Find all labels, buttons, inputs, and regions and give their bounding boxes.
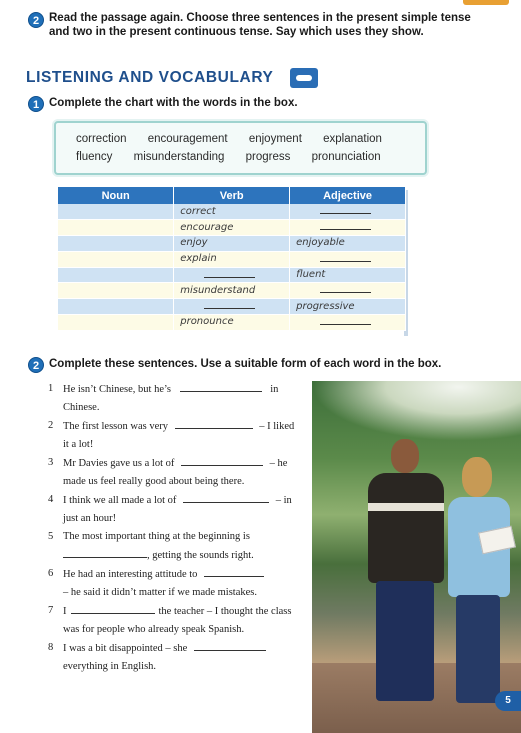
photo-man — [364, 439, 446, 709]
chart-blank-noun[interactable] — [58, 283, 174, 299]
sentence-item — [48, 565, 298, 602]
chart-blank-noun[interactable] — [58, 204, 174, 220]
chart-cell-verb: correct — [174, 204, 290, 220]
chart-row — [58, 315, 406, 331]
chart-blank-verb[interactable] — [174, 267, 290, 283]
chart-row — [58, 251, 406, 267]
sentence-item — [48, 417, 298, 454]
sentence-item — [48, 491, 298, 528]
sentence-list — [48, 380, 298, 676]
sentence-text: The most important thing at the beginning is — [63, 531, 250, 542]
chart-blank-adjective[interactable] — [290, 315, 406, 331]
exercise-instruction: Complete these sentences. Use a suitable form of each word in the box. — [49, 358, 442, 370]
sentence-text: the teacher – I thought the class — [158, 606, 292, 617]
answer-blank[interactable] — [181, 454, 263, 466]
chart-blank-noun[interactable] — [58, 267, 174, 283]
sentence-text: in — [270, 384, 279, 395]
sentence-text: was for people who already speak Spanish. — [63, 624, 245, 635]
chart-cell-verb: misunderstand — [174, 283, 290, 299]
word-item: explanation — [323, 133, 382, 145]
chart-row — [58, 220, 406, 236]
sentence-number: 3 — [48, 457, 54, 468]
exercise-number-badge: 1 — [28, 96, 44, 112]
corner-tab — [463, 0, 509, 5]
header-noun: Noun — [58, 187, 174, 204]
chart-blank-noun[interactable] — [58, 251, 174, 267]
word-item: encouragement — [147, 133, 228, 145]
chart-blank-adjective[interactable] — [290, 204, 406, 220]
answer-blank[interactable] — [194, 639, 266, 651]
sentence-item — [48, 380, 298, 417]
header-verb: Verb — [174, 187, 290, 204]
word-chart — [58, 187, 406, 331]
sentence-text: it a lot! — [63, 439, 94, 450]
word-box-row — [76, 150, 399, 164]
chart-header-row — [58, 187, 406, 204]
chart-cell-verb: explain — [174, 251, 290, 267]
sentence-text: The first lesson was very — [63, 421, 168, 432]
photo-sky — [312, 381, 521, 441]
answer-blank[interactable] — [183, 491, 269, 503]
word-box — [54, 121, 427, 175]
sentence-text: Mr Davies gave us a lot of — [63, 458, 175, 469]
chart-blank-adjective[interactable] — [290, 220, 406, 236]
exercise-number-badge: 2 — [28, 357, 44, 373]
sentence-item — [48, 639, 298, 676]
chart-row — [58, 204, 406, 220]
sentence-text: everything in English. — [63, 661, 157, 672]
word-item: progress — [245, 151, 291, 163]
sentence-item — [48, 528, 298, 565]
instruction-line-2: and two in the present continuous tense. Say which uses they show. — [49, 26, 424, 38]
answer-blank[interactable] — [71, 602, 155, 614]
answer-blank[interactable] — [204, 565, 264, 577]
word-item: correction — [76, 133, 127, 145]
word-box-row — [76, 132, 400, 146]
chart-cell-adjective: progressive — [290, 299, 406, 315]
page-number: 5 — [495, 691, 521, 711]
chart-row — [58, 299, 406, 315]
exercise-instruction: Complete the chart with the words in the box. — [49, 97, 298, 109]
sentence-item — [48, 454, 298, 491]
chart-blank-adjective[interactable] — [290, 283, 406, 299]
sentence-text: , getting the sounds right. — [147, 550, 254, 561]
chart-blank-adjective[interactable] — [290, 251, 406, 267]
sentence-text: made us feel really good about being there. — [63, 476, 245, 487]
exercise-number-badge: 2 — [28, 12, 44, 28]
chart-blank-noun[interactable] — [58, 315, 174, 331]
header-adjective: Adjective — [290, 187, 406, 204]
chart-blank-verb[interactable] — [174, 299, 290, 315]
students-photo — [312, 381, 521, 733]
chart-cell-verb: enjoy — [174, 236, 290, 252]
sentence-number: 4 — [48, 494, 54, 505]
chart-row — [58, 267, 406, 283]
sentence-text: – in — [275, 495, 292, 506]
chart-row — [58, 236, 406, 252]
instruction-line-1: Read the passage again. Choose three sentences in the present simple tense — [49, 12, 471, 24]
sentence-number: 2 — [48, 420, 54, 431]
sentence-text: – he said it didn’t matter if we made mistakes. — [63, 587, 258, 598]
exercise-instruction — [49, 11, 509, 39]
listening-icon — [290, 68, 318, 88]
sentence-text: I was a bit disappointed – she — [63, 643, 188, 654]
chart-cell-verb: encourage — [174, 220, 290, 236]
sentence-text: Chinese. — [63, 402, 100, 413]
sentence-number: 1 — [48, 383, 54, 394]
word-item: pronunciation — [311, 151, 381, 163]
sentence-text: He isn’t Chinese, but he’s — [63, 384, 172, 395]
sentence-text: He had an interesting attitude to — [63, 569, 198, 580]
word-item: enjoyment — [248, 133, 302, 145]
sentence-text: – I liked — [259, 421, 295, 432]
word-item: misunderstanding — [133, 151, 225, 163]
chart-cell-adjective: fluent — [290, 267, 406, 283]
chart-blank-noun[interactable] — [58, 236, 174, 252]
chart-cell-adjective: enjoyable — [290, 236, 406, 252]
word-item: fluency — [76, 151, 113, 163]
sentence-text: just an hour! — [63, 513, 117, 524]
chart-row — [58, 283, 406, 299]
photo-woman — [444, 457, 514, 707]
sentence-number: 6 — [48, 568, 54, 579]
answer-blank[interactable] — [175, 417, 253, 429]
answer-blank[interactable] — [180, 380, 262, 392]
sentence-number: 7 — [48, 605, 54, 616]
chart-blank-noun[interactable] — [58, 299, 174, 315]
answer-blank[interactable] — [63, 546, 147, 558]
sentence-item — [48, 602, 298, 639]
sentence-number: 5 — [48, 531, 54, 542]
sentence-text: I think we all made a lot of — [63, 495, 177, 506]
sentence-text: I — [63, 606, 67, 617]
chart-cell-verb: pronounce — [174, 315, 290, 331]
sentence-number: 8 — [48, 642, 54, 653]
section-title: LISTENING AND VOCABULARY — [26, 69, 274, 86]
chart-blank-noun[interactable] — [58, 220, 174, 236]
sentence-text: – he — [269, 458, 288, 469]
